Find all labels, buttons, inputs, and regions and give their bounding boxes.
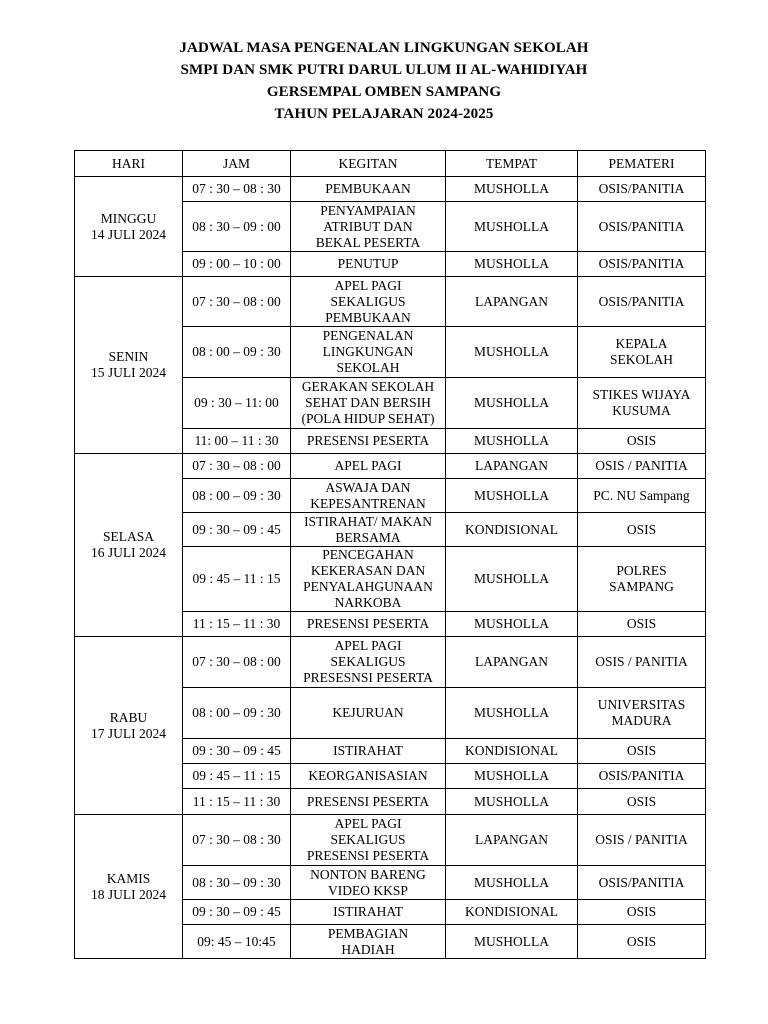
header-row bbox=[75, 151, 706, 177]
kegiatan-cell: KEJURUAN bbox=[291, 688, 446, 739]
kegiatan-cell: ISTIRAHAT bbox=[291, 739, 446, 764]
jam-cell: 08 : 00 – 09 : 30 bbox=[183, 327, 291, 378]
kegiatan-cell: PEMBUKAAN bbox=[291, 177, 446, 202]
pemateri-cell: OSIS / PANITIA bbox=[578, 815, 706, 866]
pemateri-cell: OSIS/PANITIA bbox=[578, 764, 706, 789]
jam-cell: 07 : 30 – 08 : 00 bbox=[183, 637, 291, 688]
kegiatan-cell: PENGENALAN LINGKUNGAN SEKOLAH bbox=[291, 327, 446, 378]
jam-cell: 09 : 45 – 11 : 15 bbox=[183, 547, 291, 612]
jam-cell: 07 : 30 – 08 : 00 bbox=[183, 454, 291, 479]
pemateri-cell: OSIS bbox=[578, 429, 706, 454]
jam-cell: 09 : 30 – 09 : 45 bbox=[183, 900, 291, 925]
pemateri-cell: OSIS bbox=[578, 612, 706, 637]
kegiatan-cell: PENCEGAHAN KEKERASAN DAN PENYALAHGUNAAN NARKOBA bbox=[291, 547, 446, 612]
pemateri-cell: OSIS bbox=[578, 789, 706, 815]
kegiatan-cell: PRESENSI PESERTA bbox=[291, 612, 446, 637]
table-header bbox=[75, 151, 706, 177]
pemateri-cell: KEPALA SEKOLAH bbox=[578, 327, 706, 378]
col-header-jam: JAM bbox=[183, 151, 291, 177]
tempat-cell: LAPANGAN bbox=[446, 277, 578, 327]
pemateri-cell: OSIS bbox=[578, 925, 706, 959]
col-header-pemateri: PEMATERI bbox=[578, 151, 706, 177]
tempat-cell: LAPANGAN bbox=[446, 815, 578, 866]
pemateri-cell: OSIS / PANITIA bbox=[578, 454, 706, 479]
tempat-cell: MUSHOLLA bbox=[446, 612, 578, 637]
tempat-cell: MUSHOLLA bbox=[446, 429, 578, 454]
col-header-kegiatan: KEGITAN bbox=[291, 151, 446, 177]
table-row bbox=[75, 454, 706, 479]
jam-cell: 09 : 30 – 09 : 45 bbox=[183, 739, 291, 764]
tempat-cell: KONDISIONAL bbox=[446, 513, 578, 547]
jam-cell: 11: 00 – 11 : 30 bbox=[183, 429, 291, 454]
kegiatan-cell: PRESENSI PESERTA bbox=[291, 789, 446, 815]
kegiatan-cell: PENUTUP bbox=[291, 252, 446, 277]
title-line-3: GERSEMPAL OMBEN SAMPANG bbox=[266, 84, 502, 100]
jam-cell: 07 : 30 – 08 : 30 bbox=[183, 177, 291, 202]
table-row bbox=[75, 815, 706, 866]
tempat-cell: MUSHOLLA bbox=[446, 789, 578, 815]
pemateri-cell: OSIS/PANITIA bbox=[578, 866, 706, 900]
tempat-cell: KONDISIONAL bbox=[446, 739, 578, 764]
tempat-cell: KONDISIONAL bbox=[446, 900, 578, 925]
pemateri-cell: OSIS/PANITIA bbox=[578, 177, 706, 202]
day-cell: MINGGU 14 JULI 2024 bbox=[75, 177, 183, 277]
tempat-cell: MUSHOLLA bbox=[446, 378, 578, 429]
table-row bbox=[75, 277, 706, 327]
jam-cell: 09: 45 – 10:45 bbox=[183, 925, 291, 959]
kegiatan-cell: NONTON BARENG VIDEO KKSP bbox=[291, 866, 446, 900]
day-cell: SENIN 15 JULI 2024 bbox=[75, 277, 183, 454]
kegiatan-cell: PRESENSI PESERTA bbox=[291, 429, 446, 454]
col-header-hari: HARI bbox=[75, 151, 183, 177]
jam-cell: 09 : 45 – 11 : 15 bbox=[183, 764, 291, 789]
tempat-cell: MUSHOLLA bbox=[446, 177, 578, 202]
day-cell: RABU 17 JULI 2024 bbox=[75, 637, 183, 815]
pemateri-cell: OSIS bbox=[578, 900, 706, 925]
tempat-cell: MUSHOLLA bbox=[446, 764, 578, 789]
jam-cell: 08 : 30 – 09 : 30 bbox=[183, 866, 291, 900]
tempat-cell: MUSHOLLA bbox=[446, 547, 578, 612]
kegiatan-cell: APEL PAGI SEKALIGUS PRESESNSI PESERTA bbox=[291, 637, 446, 688]
kegiatan-cell: ISTIRAHAT/ MAKAN BERSAMA bbox=[291, 513, 446, 547]
kegiatan-cell: APEL PAGI SEKALIGUS PRESENSI PESERTA bbox=[291, 815, 446, 866]
document-title bbox=[0, 37, 768, 125]
pemateri-cell: OSIS bbox=[578, 513, 706, 547]
pemateri-cell: UNIVERSITAS MADURA bbox=[578, 688, 706, 739]
tempat-cell: MUSHOLLA bbox=[446, 688, 578, 739]
kegiatan-cell: PEMBAGIAN HADIAH bbox=[291, 925, 446, 959]
pemateri-cell: OSIS / PANITIA bbox=[578, 637, 706, 688]
jam-cell: 09 : 00 – 10 : 00 bbox=[183, 252, 291, 277]
kegiatan-cell: ISTIRAHAT bbox=[291, 900, 446, 925]
pemateri-cell: OSIS/PANITIA bbox=[578, 202, 706, 252]
tempat-cell: MUSHOLLA bbox=[446, 252, 578, 277]
pemateri-cell: POLRES SAMPANG bbox=[578, 547, 706, 612]
pemateri-cell: OSIS/PANITIA bbox=[578, 252, 706, 277]
kegiatan-cell: APEL PAGI bbox=[291, 454, 446, 479]
jam-cell: 11 : 15 – 11 : 30 bbox=[183, 612, 291, 637]
title-line-2: SMPI DAN SMK PUTRI DARUL ULUM II AL-WAHIDIYAH bbox=[180, 62, 588, 78]
kegiatan-cell: PENYAMPAIAN ATRIBUT DAN BEKAL PESERTA bbox=[291, 202, 446, 252]
kegiatan-cell: GERAKAN SEKOLAH SEHAT DAN BERSIH (POLA HIDUP SEHAT) bbox=[291, 378, 446, 429]
jam-cell: 09 : 30 – 11: 00 bbox=[183, 378, 291, 429]
kegiatan-cell: APEL PAGI SEKALIGUS PEMBUKAAN bbox=[291, 277, 446, 327]
title-line-4: TAHUN PELAJARAN 2024-2025 bbox=[274, 106, 494, 122]
tempat-cell: LAPANGAN bbox=[446, 454, 578, 479]
kegiatan-cell: ASWAJA DAN KEPESANTRENAN bbox=[291, 479, 446, 513]
tempat-cell: MUSHOLLA bbox=[446, 202, 578, 252]
jam-cell: 08 : 00 – 09 : 30 bbox=[183, 688, 291, 739]
tempat-cell: MUSHOLLA bbox=[446, 866, 578, 900]
tempat-cell: MUSHOLLA bbox=[446, 479, 578, 513]
day-cell: SELASA 16 JULI 2024 bbox=[75, 454, 183, 637]
table-row bbox=[75, 637, 706, 688]
jam-cell: 09 : 30 – 09 : 45 bbox=[183, 513, 291, 547]
schedule-table bbox=[74, 150, 706, 959]
tempat-cell: LAPANGAN bbox=[446, 637, 578, 688]
jam-cell: 07 : 30 – 08 : 00 bbox=[183, 277, 291, 327]
table-row bbox=[75, 177, 706, 202]
table-body bbox=[75, 177, 706, 959]
title-line-1: JADWAL MASA PENGENALAN LINGKUNGAN SEKOLAH bbox=[179, 40, 589, 56]
tempat-cell: MUSHOLLA bbox=[446, 925, 578, 959]
col-header-tempat: TEMPAT bbox=[446, 151, 578, 177]
jam-cell: 08 : 30 – 09 : 00 bbox=[183, 202, 291, 252]
kegiatan-cell: KEORGANISASIAN bbox=[291, 764, 446, 789]
jam-cell: 07 : 30 – 08 : 30 bbox=[183, 815, 291, 866]
pemateri-cell: PC. NU Sampang bbox=[578, 479, 706, 513]
pemateri-cell: OSIS bbox=[578, 739, 706, 764]
day-cell: KAMIS 18 JULI 2024 bbox=[75, 815, 183, 959]
pemateri-cell: OSIS/PANITIA bbox=[578, 277, 706, 327]
tempat-cell: MUSHOLLA bbox=[446, 327, 578, 378]
jam-cell: 11 : 15 – 11 : 30 bbox=[183, 789, 291, 815]
pemateri-cell: STIKES WIJAYA KUSUMA bbox=[578, 378, 706, 429]
jam-cell: 08 : 00 – 09 : 30 bbox=[183, 479, 291, 513]
